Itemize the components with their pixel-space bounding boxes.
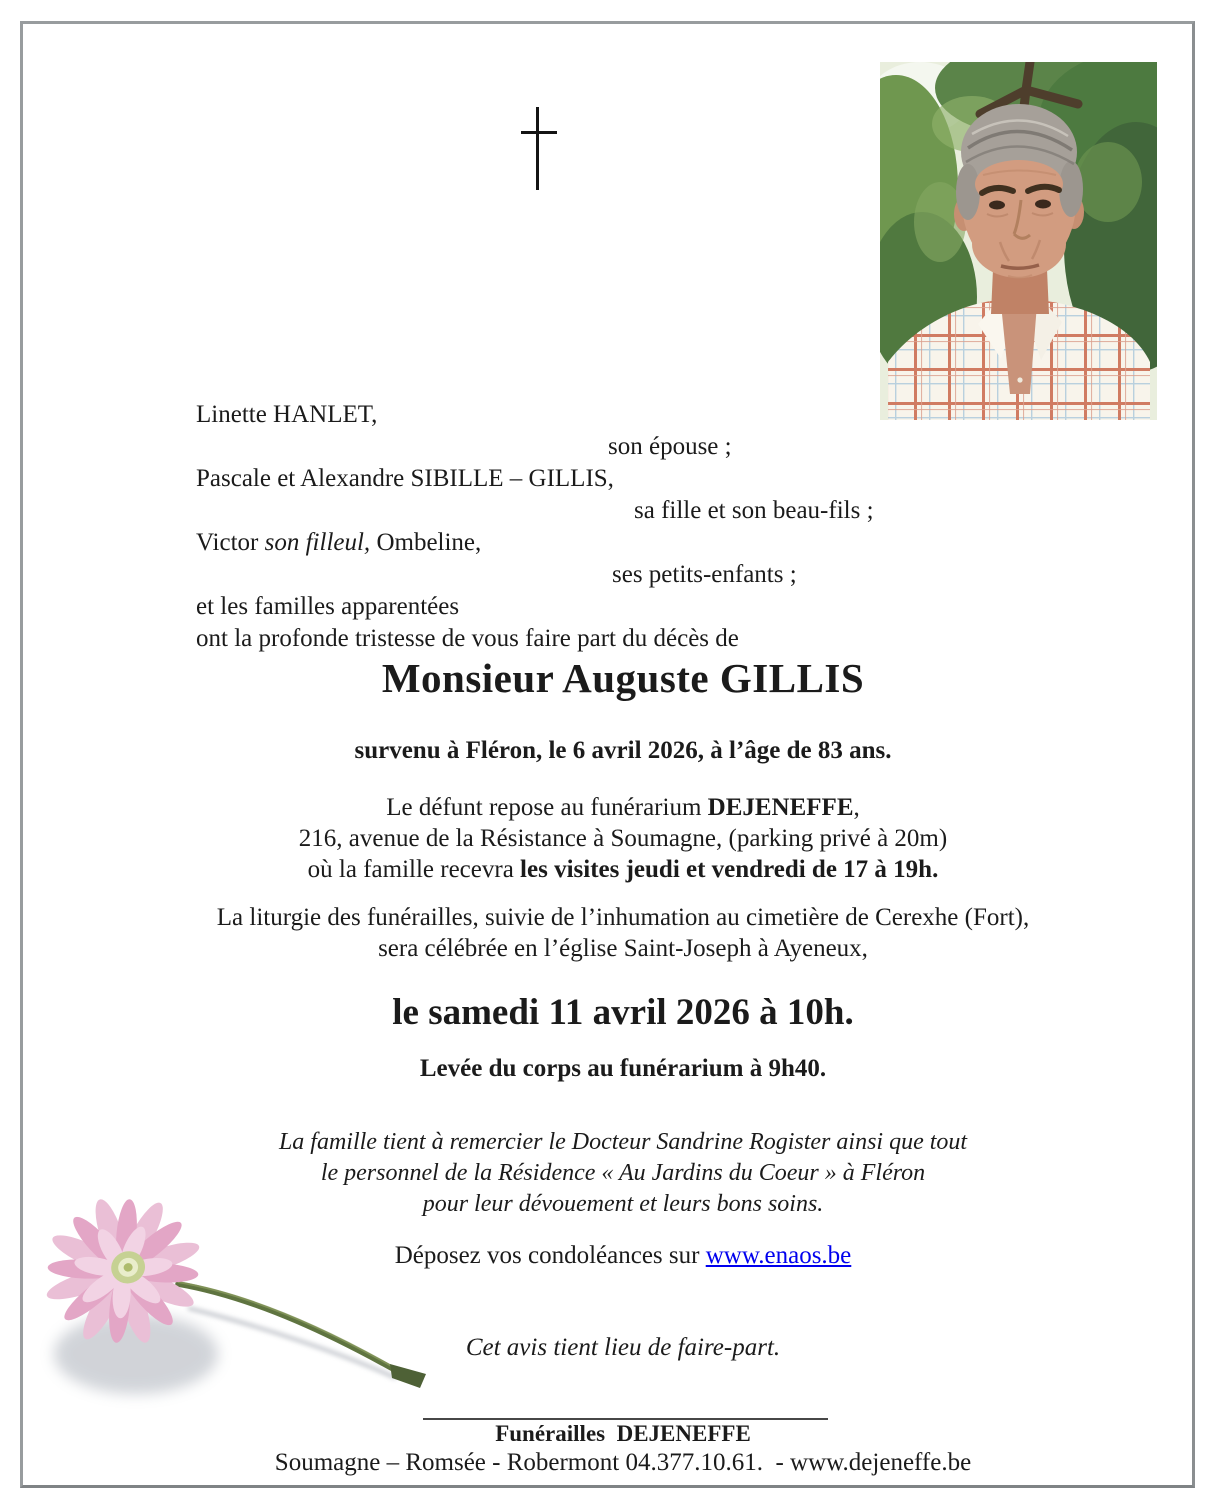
repose-block: [196, 792, 1050, 885]
thanks-line: La famille tient à remercier le Docteur Sandrine Rogister ainsi que tout: [278, 1129, 968, 1155]
enaos-link[interactable]: www.enaos.be: [705, 1242, 852, 1269]
family-line: ont la profonde tristesse de vous faire part du décès de: [196, 625, 739, 652]
footer-divider: [423, 1418, 828, 1420]
thanks-line: pour leur dévouement et leurs bons soins.: [422, 1191, 824, 1217]
liturgy-line: La liturgie des funérailles, suivie de l’inhumation au cimetière de Cerexhe (Fort),: [216, 904, 1030, 931]
funeral-home-contact: Soumagne – Romsée - Robermont 04.377.10.61. - www.dejeneffe.be: [274, 1449, 972, 1476]
family-intro-block: [196, 399, 874, 655]
levee-line: Levée du corps au funérarium à 9h40.: [419, 1055, 827, 1082]
notice-line: Cet avis tient lieu de faire-part.: [465, 1334, 781, 1361]
repose-line: Le défunt repose au funérarium DEJENEFFE,: [386, 794, 860, 821]
family-line: Linette HANLET,: [196, 401, 378, 428]
deceased-name: Monsieur Auguste GILLIS: [381, 655, 865, 701]
cross-vertical-bar: [536, 107, 539, 190]
liturgy-block: [196, 902, 1050, 964]
condolences-line: Déposez vos condoléances sur www.enaos.be: [394, 1242, 852, 1269]
deceased-portrait-photo: [880, 62, 1157, 420]
family-line: son épouse ;: [608, 433, 732, 460]
family-line: ses petits-enfants ;: [612, 561, 797, 588]
family-line: et les familles apparentées: [196, 593, 460, 620]
family-line: Pascale et Alexandre SIBILLE – GILLIS,: [196, 465, 614, 492]
liturgy-line: sera célébrée en l’église Saint-Joseph à Ayeneux,: [378, 935, 868, 962]
family-line: sa fille et son beau-fils ;: [634, 497, 874, 524]
flower-image: [28, 1186, 440, 1424]
funeral-home-name: Funérailles DEJENEFFE: [495, 1421, 751, 1446]
cross-icon: [521, 107, 557, 190]
death-date-line: survenu à Fléron, le 6 avril 2026, à l’âge de 83 ans.: [354, 737, 892, 764]
ceremony-date: le samedi 11 avril 2026 à 10h.: [392, 992, 854, 1033]
family-line: Victor son filleul, Ombeline,: [196, 529, 482, 556]
thanks-line: le personnel de la Résidence « Au Jardins du Coeur » à Fléron: [320, 1160, 926, 1186]
repose-line: où la famille recevra les visites jeudi et vendredi de 17 à 19h.: [307, 856, 939, 883]
repose-line: 216, avenue de la Résistance à Soumagne, (parking privé à 20m): [298, 825, 948, 852]
cross-horizontal-bar: [521, 131, 557, 134]
